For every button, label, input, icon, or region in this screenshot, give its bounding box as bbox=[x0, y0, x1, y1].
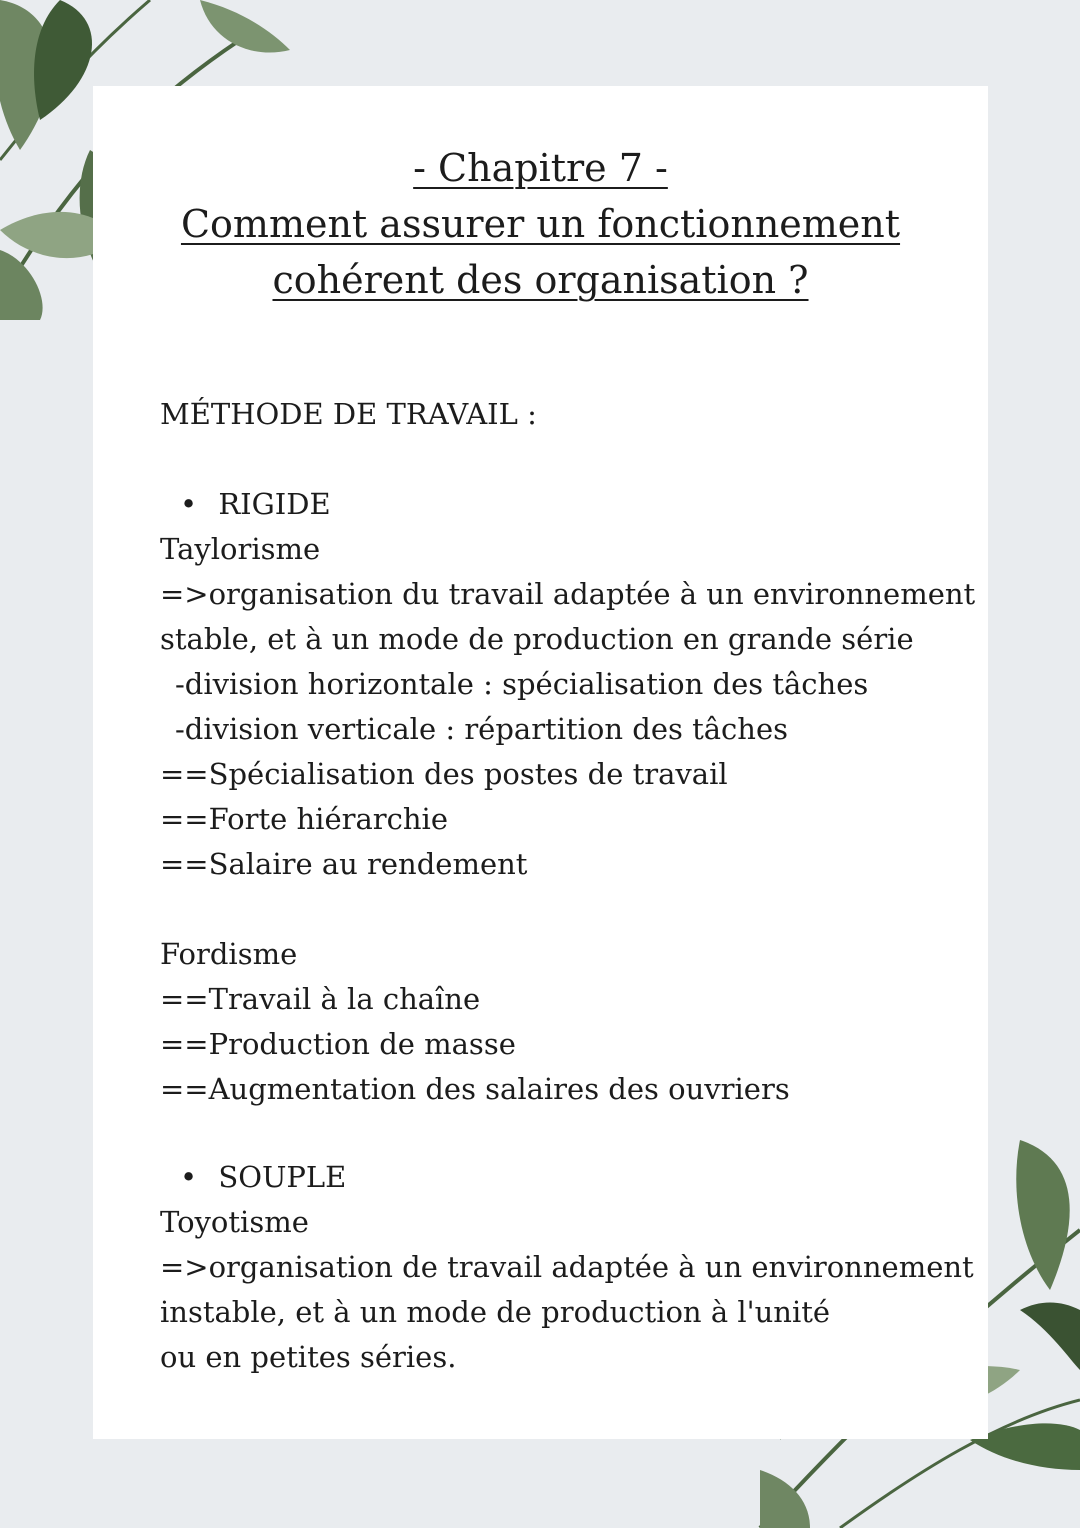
bullet-souple-label: SOUPLE bbox=[218, 1160, 347, 1194]
fordisme-title: Fordisme bbox=[160, 937, 298, 971]
toyotisme-definition-2: instable, et à un mode de production à l'unité bbox=[160, 1295, 831, 1329]
toyotisme-definition-1: =>organisation de travail adaptée à un environnement bbox=[160, 1250, 974, 1284]
fordisme-point: ==Augmentation des salaires des ouvriers bbox=[160, 1072, 790, 1106]
fordisme-point: ==Production de masse bbox=[160, 1027, 516, 1061]
bullet-souple bbox=[180, 1155, 346, 1200]
division-horizontale: -division horizontale : spécialisation des tâches bbox=[175, 667, 869, 701]
division-verticale: -division verticale : répartition des tâches bbox=[175, 712, 789, 746]
chapter-label: - Chapitre 7 - bbox=[413, 146, 668, 190]
taylorisme-title: Taylorisme bbox=[160, 532, 321, 566]
taylorisme-point: ==Forte hiérarchie bbox=[160, 802, 448, 836]
fordisme-point: ==Travail à la chaîne bbox=[160, 982, 481, 1016]
toyotisme-title: Toyotisme bbox=[160, 1205, 309, 1239]
taylorisme-definition-2: stable, et à un mode de production en grande série bbox=[160, 622, 914, 656]
toyotisme-definition-3: ou en petites séries. bbox=[160, 1340, 457, 1374]
title-line-1: Comment assurer un fonctionnement bbox=[180, 202, 901, 246]
bullet-icon: • bbox=[180, 1160, 198, 1194]
title-line-2: cohérent des organisation ? bbox=[272, 258, 809, 302]
taylorisme-point: ==Salaire au rendement bbox=[160, 847, 528, 881]
taylorisme-point: ==Spécialisation des postes de travail bbox=[160, 757, 728, 791]
section-heading: MÉTHODE DE TRAVAIL : bbox=[160, 397, 537, 431]
bullet-rigide bbox=[180, 482, 331, 527]
taylorisme-definition-1: =>organisation du travail adaptée à un environnement bbox=[160, 577, 976, 611]
page-title bbox=[93, 140, 988, 308]
bullet-icon: • bbox=[180, 487, 198, 521]
bullet-rigide-label: RIGIDE bbox=[218, 487, 331, 521]
